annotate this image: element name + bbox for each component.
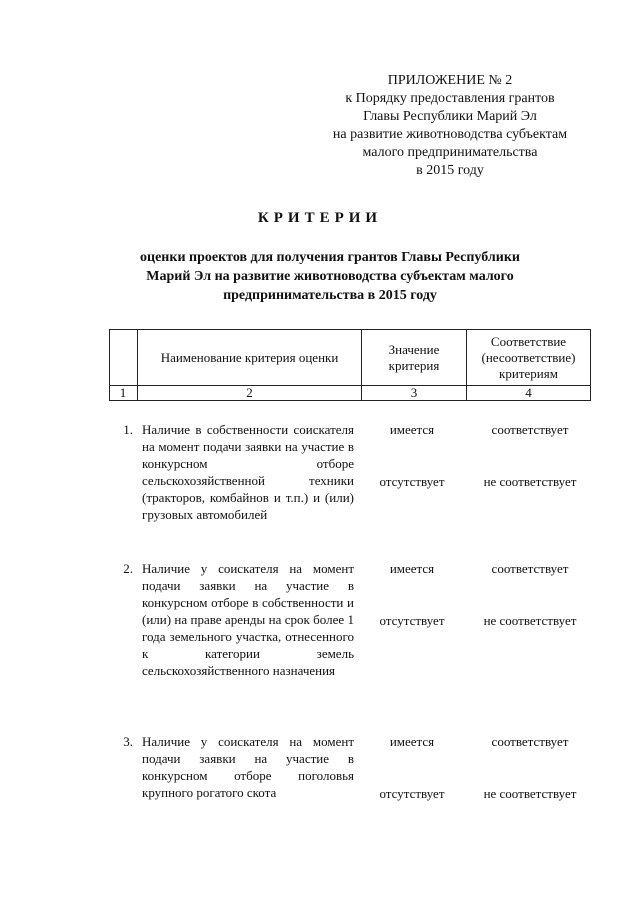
compliance-result: не соответствует [483, 786, 577, 801]
criterion-description: Наличие в собственности соискателя на момент подачи заявки на участие в конкурсном отборе сельскохозяйственной техники (тракторов, комбайнов и т.п.) и (или) грузовых автомобилей [142, 422, 354, 522]
compliance-result: соответствует [491, 422, 569, 437]
column-number: 4 [525, 385, 532, 400]
compliance-result: соответствует [491, 561, 569, 576]
compliance-result: соответствует [491, 734, 569, 749]
document-title: КРИТЕРИИ [257, 210, 383, 226]
criterion-value: имеется [389, 734, 435, 749]
subtitle-line: оценки проектов для получения грантов Главы Республики [140, 250, 520, 265]
appendix-line: в 2015 году [416, 163, 484, 178]
row-index: 3. [123, 734, 133, 749]
criterion-value: отсутствует [379, 474, 445, 489]
appendix-line: Главы Республики Марий Эл [363, 109, 537, 124]
criterion-value: отсутствует [379, 786, 445, 801]
appendix-line: на развитие животноводства субъектам [332, 127, 568, 142]
appendix-line: малого предпринимательства [362, 145, 538, 160]
criterion-description: Наличие у соискателя на момент подачи заявки на участие в конкурсном отборе поголовья крупного рогатого скота [142, 734, 354, 800]
header-compliance: Соответствие (несоответствие) критериям [481, 333, 576, 381]
criterion-value: имеется [389, 561, 435, 576]
criteria-row [109, 421, 591, 551]
criterion-value: имеется [389, 422, 435, 437]
compliance-result: не соответствует [483, 474, 577, 489]
row-index: 1. [123, 422, 133, 437]
table-border-line [590, 329, 591, 401]
column-number: 2 [246, 385, 253, 400]
compliance-result: не соответствует [483, 613, 577, 628]
row-index: 2. [123, 561, 133, 576]
appendix-header [300, 72, 600, 180]
criteria-row [109, 560, 591, 720]
appendix-line: к Порядку предоставления грантов [345, 91, 555, 106]
header-criterion-name: Наименование критерия оценки [160, 349, 339, 365]
document-subtitle [120, 248, 540, 305]
header-criterion-value: Значение критерия [388, 341, 440, 373]
criteria-table-header [109, 329, 591, 401]
criterion-description: Наличие у соискателя на момент подачи заявки на участие в конкурсном отборе в собственности и (или) на праве аренды на срок более 1 года земельного участка, отнесенного к категории земель сельскохозяйственного назначения [142, 561, 354, 678]
criterion-value: отсутствует [379, 613, 445, 628]
column-number: 3 [410, 385, 418, 400]
appendix-line: ПРИЛОЖЕНИЕ № 2 [387, 73, 513, 88]
subtitle-line: предпринимательства в 2015 году [223, 288, 437, 303]
subtitle-line: Марий Эл на развитие животноводства субъектам малого [146, 269, 514, 284]
column-number: 1 [119, 385, 127, 400]
criteria-row [109, 733, 591, 823]
